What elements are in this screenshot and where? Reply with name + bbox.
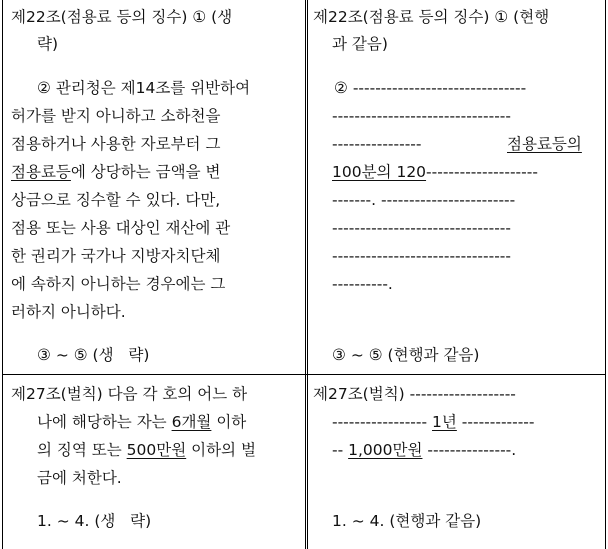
left-art22-heading: 제22조(점용료 등의 징수) ① (생 [11,8,233,26]
left-para2-line: 허가를 받지 아니하고 소하천을 [11,107,221,125]
right-para2-line: ----------. [332,275,393,293]
left-para2-line: 상금으로 징수할 수 있다. 다만, [11,191,221,209]
right-underlined-term: 점용료등의 [507,135,582,153]
right-para3-5: ③ ~ ⑤ (현행과 같음) [332,346,480,364]
left-para2-line: 점용하거나 사용한 자로부터 그 [11,135,221,153]
right-art27-line: -- 1,000만원 ---------------. [332,441,517,459]
left-art27-line: 의 징역 또는 500만원 이하의 벌 [37,441,256,459]
right-underlined-term: 100분의 120 [332,163,427,181]
left-items: 1. ~ 4. (생 략) [37,512,152,530]
left-para2-line: 에 속하지 아니하는 경우에는 그 [11,275,226,293]
left-para2-line: 점용 또는 사용 대상인 재산에 관 [11,219,231,237]
right-art22-heading-cont: 과 같음) [332,35,388,53]
right-para2-line: -------------------------------- [332,107,511,125]
right-para2-line: ---------------- [332,135,422,153]
right-para2-line: -------------------------------- [332,247,511,265]
left-art27-line: 금에 처한다. [37,469,122,487]
left-para3-5: ③ ~ ⑤ (생 략) [37,346,150,364]
table-border-right [605,0,606,549]
left-para2-line: ② 관리청은 제14조를 위반하여 [37,79,251,97]
right-para2-line: -------------------------------- [332,219,511,237]
right-items: 1. ~ 4. (현행과 같음) [332,512,482,530]
column-divider [305,0,306,549]
left-underlined-term: 6개월 [171,413,212,431]
right-para2-line: -------. ------------------------ [332,191,516,209]
right-art27-line: ----------------- 1년 ------------- [332,413,535,431]
right-underlined-term: 1,000만원 [348,441,423,459]
left-art27-line: 제27조(벌칙) 다음 각 호의 어느 하 [11,385,248,403]
left-para2-line: 점용료등에 상당하는 금액을 변 [11,163,221,181]
left-art22-heading-cont: 략) [37,35,59,53]
left-art27-line: 나에 해당하는 자는 6개월 이하 [37,413,247,431]
right-para2-line: ② ------------------------------- [334,79,527,97]
right-art27-line: 제27조(벌칙) ------------------- [313,385,516,403]
right-art22-heading: 제22조(점용료 등의 징수) ① (현행 [313,8,550,26]
right-para2-line: 100분의 120-------------------- [332,163,538,181]
left-para2-line: 러하지 아니하다. [11,303,126,321]
left-para2-line: 한 권리가 국가나 지방자치단체 [11,247,221,265]
right-underlined-term: 1년 [432,413,457,431]
left-underlined-term: 점용료등 [11,163,71,181]
left-underlined-term: 500만원 [126,441,187,459]
right-column [307,0,605,549]
